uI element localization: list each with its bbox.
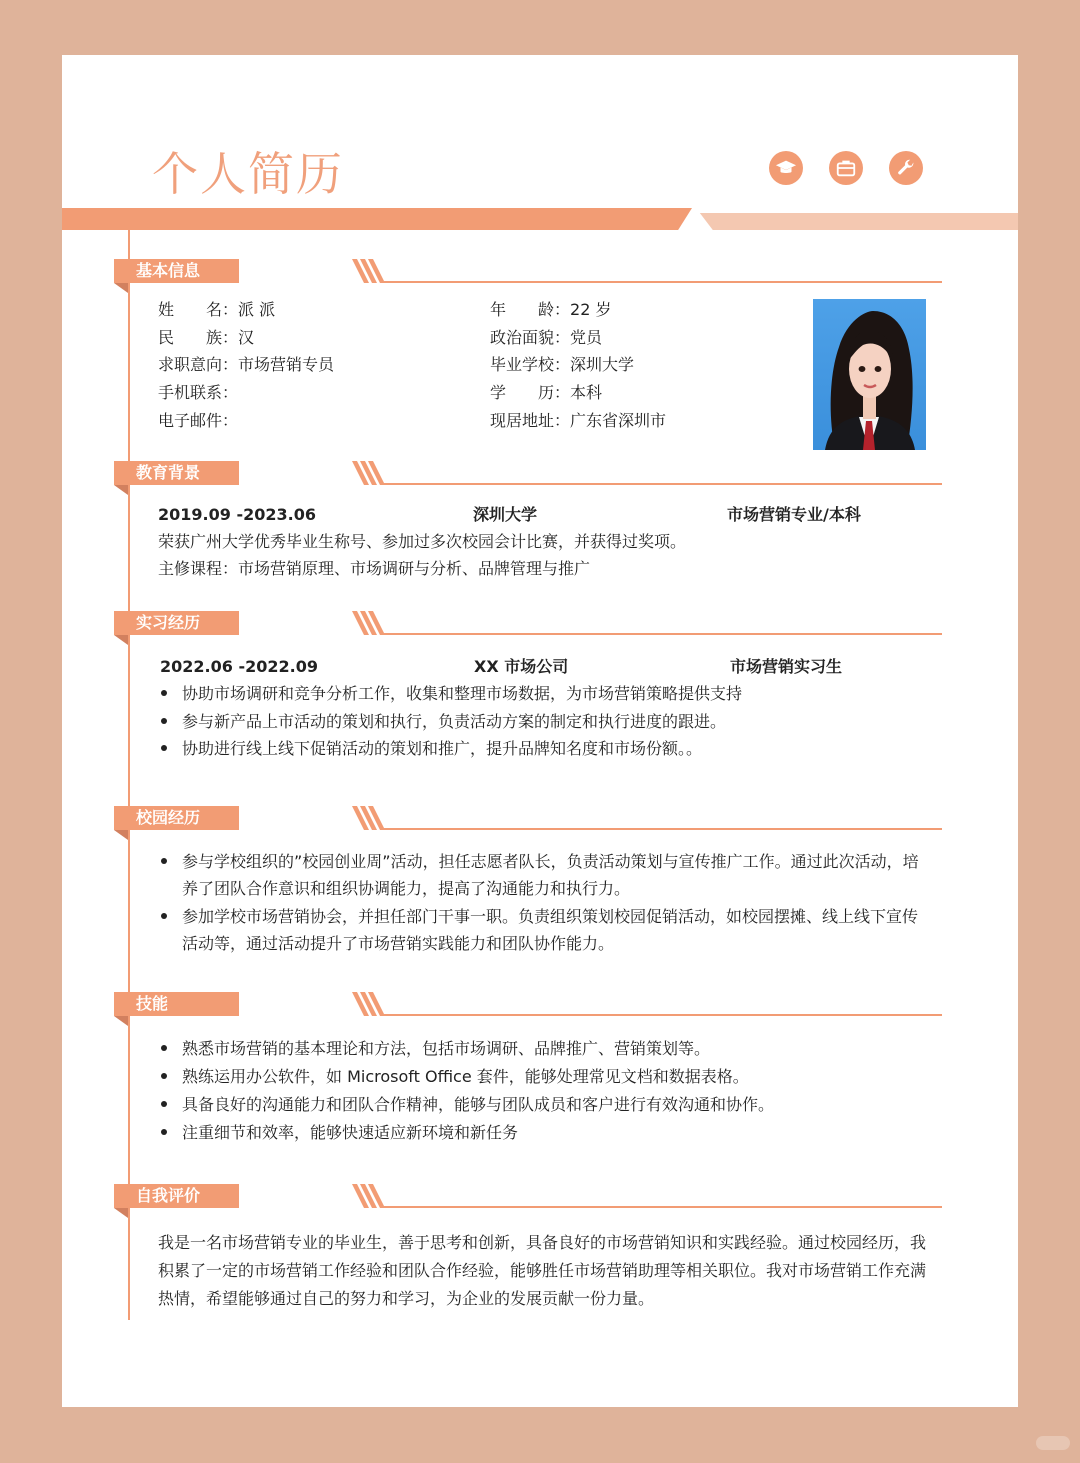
info-address: 现居地址：广东省深圳市 xyxy=(490,411,667,430)
info-political: 政治面貌：党员 xyxy=(490,328,603,347)
page-title: 个人简历 xyxy=(152,147,344,201)
wrench-icon xyxy=(889,151,923,185)
list-item: 注重细节和效率，能够快速适应新环境和新任务 xyxy=(182,1119,942,1146)
section-rule xyxy=(382,1206,942,1208)
education-major: 市场营销专业/本科 xyxy=(727,505,861,524)
graduation-cap-icon xyxy=(769,151,803,185)
stripes-decoration xyxy=(352,611,386,635)
internship-company: XX 市场公司 xyxy=(474,657,569,676)
profile-photo xyxy=(813,299,926,450)
header-bar xyxy=(62,208,692,230)
internship-role: 市场营销实习生 xyxy=(730,657,843,676)
info-email: 电子邮件： xyxy=(158,411,239,430)
info-job-intent: 求职意向：市场营销专员 xyxy=(158,355,335,374)
stripes-decoration xyxy=(352,1184,386,1208)
education-honor: 荣获广州大学优秀毕业生称号、参加过多次校园会计比赛，并获得过奖项。 xyxy=(158,532,687,551)
section-title: 自我评价 xyxy=(114,1184,239,1208)
education-date: 2019.09 -2023.06 xyxy=(158,505,316,524)
info-school: 毕业学校：深圳大学 xyxy=(490,355,635,374)
tab-fold xyxy=(114,635,128,645)
briefcase-icon xyxy=(829,151,863,185)
self-evaluation-text: 我是一名市场营销专业的毕业生，善于思考和创新，具备良好的市场营销知识和实践经验。通过校园经历，我积累了一定的市场营销工作经验和团队合作经验，能够胜任市场营销助理等相关职位。我对市场营销工作充满热情，希望能够通过自己的努力和学习，为企业的发展贡献一份力量。 xyxy=(158,1233,927,1308)
list-item: 熟悉市场营销的基本理论和方法，包括市场调研、品牌推广、营销策划等。 xyxy=(182,1035,942,1062)
list-item: 参与新产品上市活动的策划和执行，负责活动方案的制定和执行进度的跟进。 xyxy=(182,708,942,735)
section-title: 校园经历 xyxy=(114,806,239,830)
section-rule xyxy=(382,828,942,830)
section-rule xyxy=(382,1014,942,1016)
education-courses: 主修课程：市场营销原理、市场调研与分析、品牌管理与推广 xyxy=(158,559,591,578)
tab-fold xyxy=(114,830,128,840)
internship-date: 2022.06 -2022.09 xyxy=(160,657,318,676)
timeline-line xyxy=(128,230,130,1320)
section-rule xyxy=(382,281,942,283)
list-item: 协助进行线上线下促销活动的策划和推广，提升品牌知名度和市场份额。。 xyxy=(182,735,942,762)
section-title: 实习经历 xyxy=(114,611,239,635)
stripes-decoration xyxy=(352,992,386,1016)
stripes-decoration xyxy=(352,806,386,830)
info-phone: 手机联系： xyxy=(158,383,239,402)
section-rule xyxy=(382,483,942,485)
list-item: 熟练运用办公软件，如 Microsoft Office 套件，能够处理常见文档和数据表格。 xyxy=(182,1063,942,1090)
section-title: 技能 xyxy=(114,992,239,1016)
info-ethnicity: 民 族：汉 xyxy=(158,328,255,347)
list-item: 具备良好的沟通能力和团队合作精神，能够与团队成员和客户进行有效沟通和协作。 xyxy=(182,1091,942,1118)
stripes-decoration xyxy=(352,461,386,485)
info-age: 年 龄：22 岁 xyxy=(490,300,612,319)
section-title: 教育背景 xyxy=(114,461,239,485)
tab-fold xyxy=(114,485,128,495)
header-bar-light xyxy=(694,213,1018,230)
list-item: 参与学校组织的”校园创业周”活动，担任志愿者队长，负责活动策划与宣传推广工作。通过此次活动，培养了团队合作意识和组织协调能力，提高了沟通能力和执行力。 xyxy=(182,848,932,902)
section-title: 基本信息 xyxy=(114,259,239,283)
tab-fold xyxy=(114,283,128,293)
list-item: 参加学校市场营销协会，并担任部门干事一职。负责组织策划校园促销活动，如校园摆摊、线上线下宣传活动等，通过活动提升了市场营销实践能力和团队协作能力。 xyxy=(182,903,932,957)
watermark-badge xyxy=(1036,1436,1070,1450)
tab-fold xyxy=(114,1208,128,1218)
list-item: 协助市场调研和竞争分析工作，收集和整理市场数据，为市场营销策略提供支持 xyxy=(182,680,942,707)
education-school: 深圳大学 xyxy=(473,505,538,524)
tab-fold xyxy=(114,1016,128,1026)
section-rule xyxy=(382,633,942,635)
stripes-decoration xyxy=(352,259,386,283)
info-degree: 学 历：本科 xyxy=(490,383,603,402)
info-name: 姓 名：派 派 xyxy=(158,300,276,319)
